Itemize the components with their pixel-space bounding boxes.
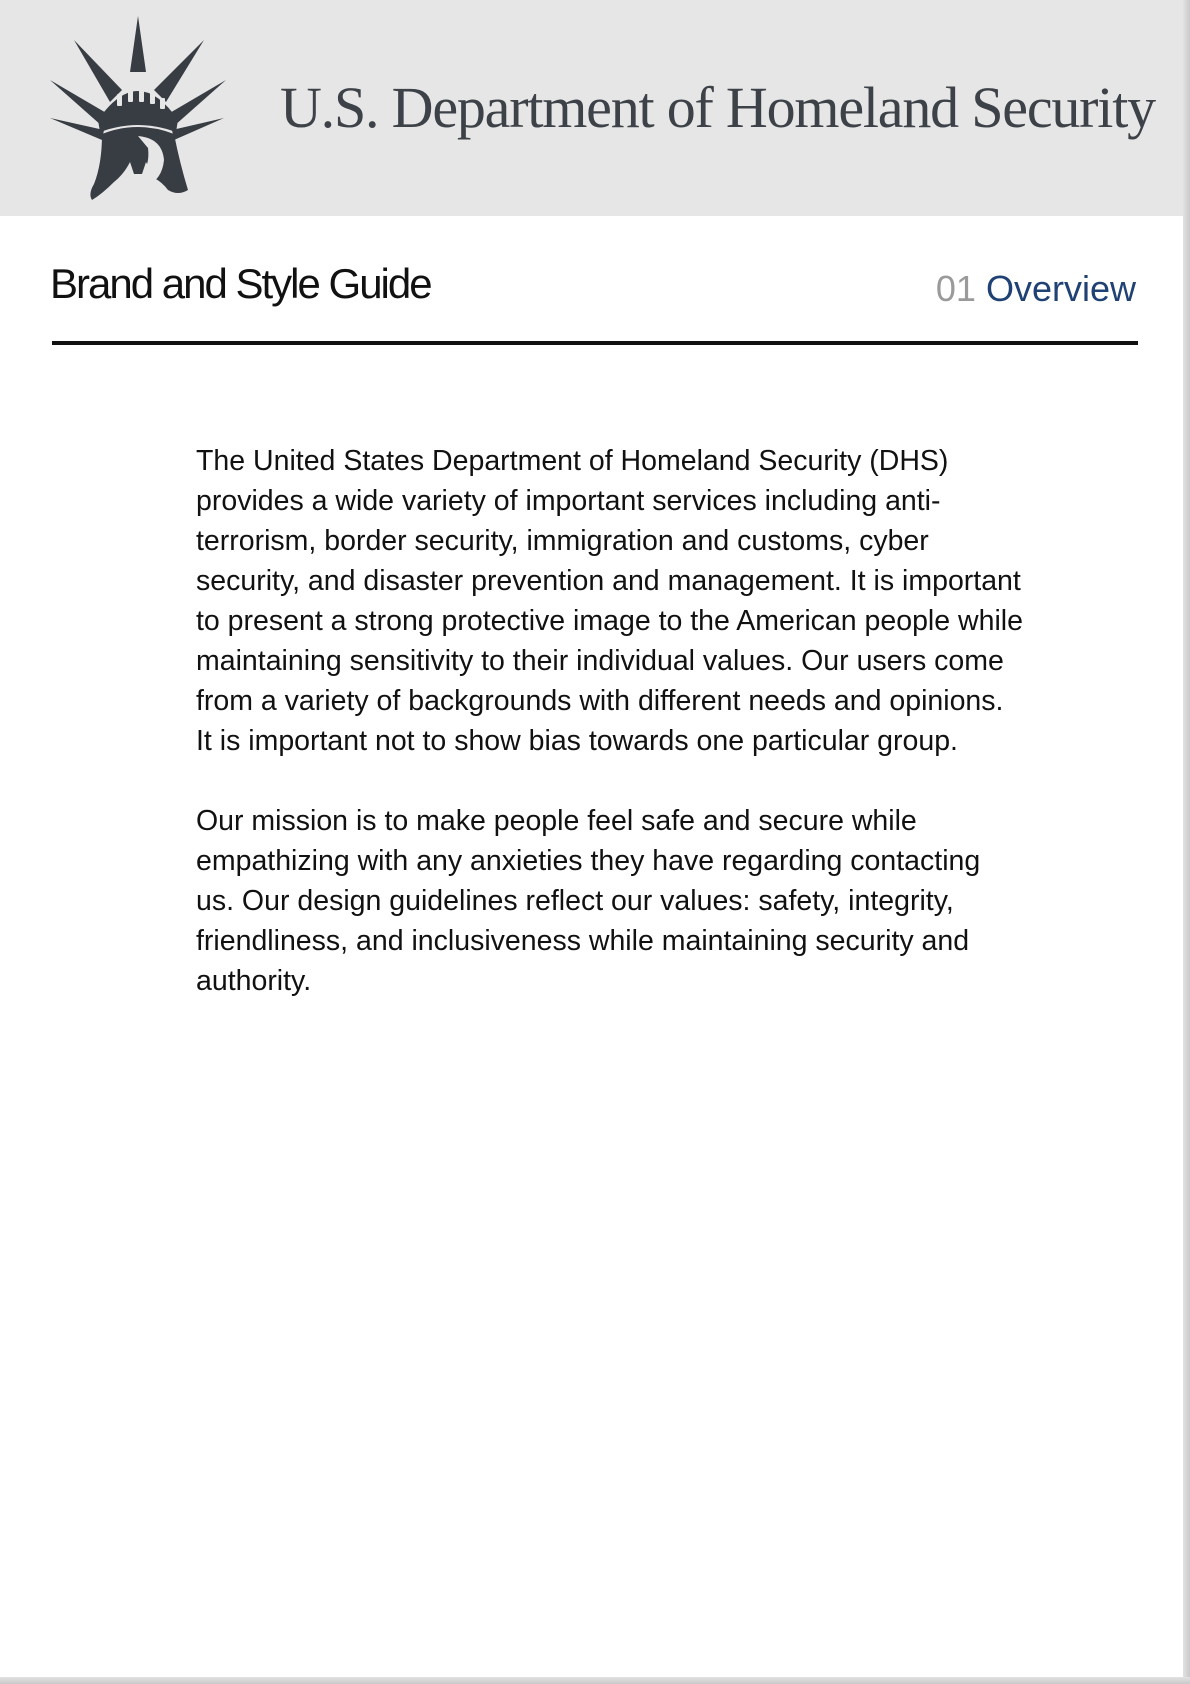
- section-label: [936, 264, 1136, 314]
- statue-of-liberty-crown-icon: [50, 14, 226, 204]
- page-edge-shadow: [1183, 0, 1190, 1684]
- section-name: Overview: [985, 268, 1136, 309]
- agency-name: U.S. Department of Homeland Security: [280, 75, 1155, 140]
- document-title: Brand and Style Guide: [50, 260, 431, 307]
- section-number: 01: [935, 268, 976, 309]
- overview-paragraph: The United States Department of Homeland Security (DHS) provides a wide variety of important services including anti-terrorism, border security, immigration and customs, cyber security, and disaster prevention and management. It is important to present a strong protective image to the American people while maintaining sensitivity to their individual values. Our users come from a variety of backgrounds with different needs and opinions. It is important not to show bias towards one particular group.: [196, 445, 1023, 757]
- overview-body: [196, 441, 1026, 1041]
- header-divider: [52, 341, 1138, 345]
- masthead-banner: [0, 0, 1183, 216]
- page-edge-shadow: [0, 1677, 1190, 1684]
- overview-paragraph: Our mission is to make people feel safe and secure while empathizing with any anxieties they have regarding contacting us. Our design guidelines reflect our values: safety, integrity, friendliness, and inclusiveness while maintaining security and authority.: [196, 805, 981, 997]
